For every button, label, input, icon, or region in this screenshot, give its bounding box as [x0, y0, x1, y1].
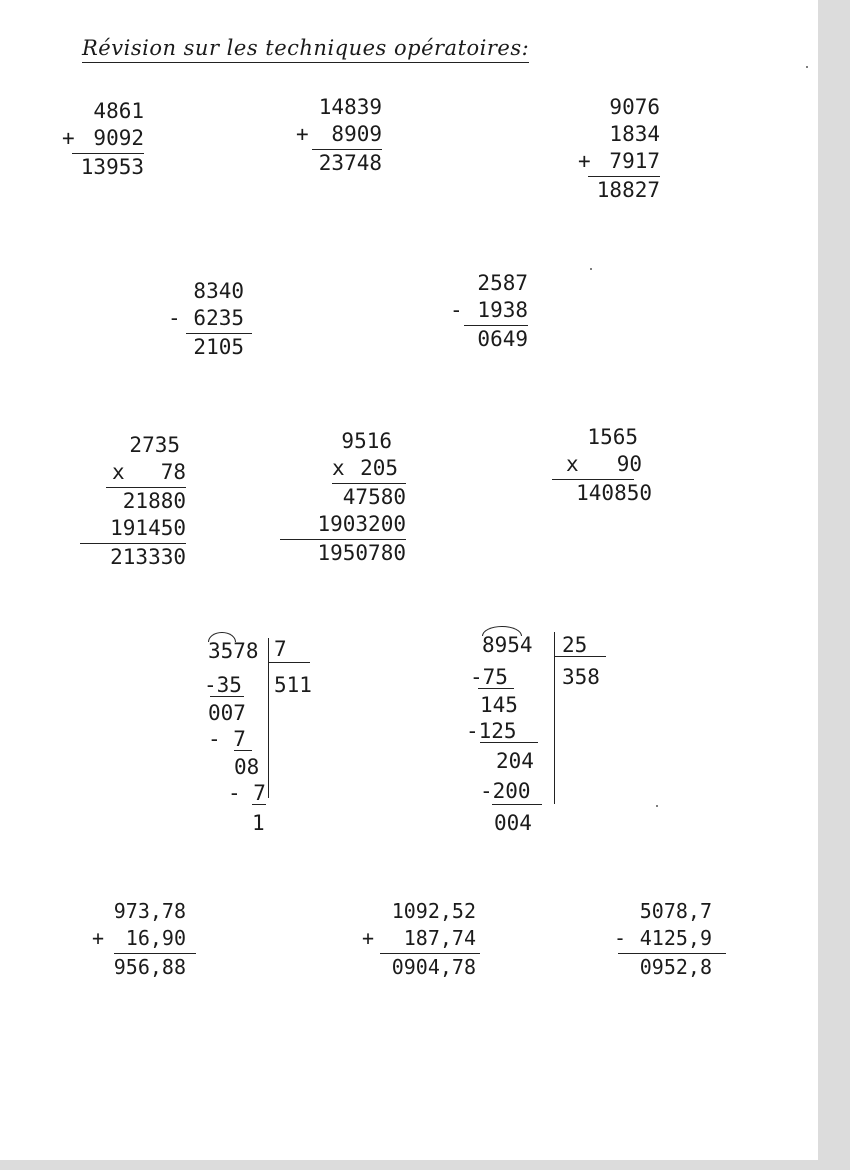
operand-row: [614, 925, 726, 952]
subtraction-2: [450, 270, 528, 353]
operand: 205: [360, 456, 398, 480]
operand: 14839: [318, 95, 382, 119]
operator-sign: +: [62, 126, 75, 150]
operand-row: [450, 297, 528, 324]
step-rule: [478, 688, 514, 689]
divisor: 25: [562, 633, 588, 657]
partial-product: 191450: [110, 516, 186, 540]
operand: 1565: [587, 425, 638, 449]
multiplication-3: [546, 424, 652, 507]
operand-row: [578, 148, 660, 175]
subtraction-1: [168, 278, 252, 361]
paper-speck: [590, 268, 592, 270]
operand-row: [92, 925, 196, 952]
paper-speck: [656, 805, 658, 807]
operand: 7917: [609, 149, 660, 173]
step-rule: [234, 750, 252, 751]
quotient: 511: [274, 673, 312, 697]
operand-row: [296, 121, 382, 148]
division-bar: [554, 632, 555, 804]
result: 18827: [596, 178, 660, 202]
operand: 16,90: [125, 926, 186, 950]
operator-sign: x: [332, 456, 345, 480]
partial-product: 1903200: [317, 512, 406, 536]
step-rule: [252, 804, 266, 805]
operand: 1092,52: [391, 899, 476, 923]
operand: 78: [160, 460, 186, 484]
division-step: - 7: [208, 727, 246, 751]
operand: 9516: [341, 429, 392, 453]
quotient: 358: [562, 665, 600, 689]
result: 23748: [318, 151, 382, 175]
operand-row: [62, 125, 144, 152]
division-step: -75: [470, 665, 508, 689]
result: 140850: [576, 481, 652, 505]
division-step: -35: [204, 673, 242, 697]
operand: 973,78: [113, 899, 186, 923]
operand-row: [362, 925, 480, 952]
remainder: 1: [252, 811, 265, 835]
operator-sign: -: [168, 306, 181, 330]
operand: 187,74: [403, 926, 476, 950]
operator-sign: -: [450, 298, 463, 322]
operand: 4125,9: [639, 926, 712, 950]
addition-1: [62, 98, 144, 181]
result: 0952,8: [639, 955, 712, 979]
operand: 2735: [129, 433, 180, 457]
operator-sign: +: [92, 926, 105, 950]
division-1: [204, 638, 324, 848]
division-step: 145: [480, 693, 518, 717]
operand: 2587: [477, 271, 528, 295]
division-step: 204: [496, 749, 534, 773]
operand: 8340: [193, 279, 244, 303]
operand: 8909: [331, 122, 382, 146]
operand-row: [80, 459, 186, 486]
result: 13953: [80, 155, 144, 179]
operator-sign: -: [614, 926, 627, 950]
operator-sign: x: [112, 460, 125, 484]
dividend: 8954: [482, 633, 533, 657]
operand-row: [168, 305, 252, 332]
operand: 9092: [93, 126, 144, 150]
result: 0649: [477, 327, 528, 351]
addition-2: [296, 94, 382, 177]
operand: 1938: [477, 298, 528, 322]
step-rule: [492, 804, 542, 805]
division-step: 08: [234, 755, 260, 779]
partial-product: 21880: [122, 489, 186, 513]
operand: 1834: [609, 122, 660, 146]
operator-sign: x: [566, 452, 579, 476]
addition-3: [578, 94, 660, 204]
operand: 9076: [609, 95, 660, 119]
operand: 6235: [193, 306, 244, 330]
operand: 4861: [93, 99, 144, 123]
decimal-subtraction: [614, 898, 726, 981]
division-2: [466, 632, 620, 842]
quotient-bar: [268, 662, 310, 663]
step-rule: [480, 742, 538, 743]
result: 2105: [193, 335, 244, 359]
operator-sign: +: [296, 122, 309, 146]
operand-row: [546, 451, 652, 478]
division-step: -125: [466, 719, 517, 743]
division-step: 007: [208, 701, 246, 725]
result: 956,88: [113, 955, 186, 979]
result: 1950780: [317, 541, 406, 565]
decimal-addition-2: [362, 898, 480, 981]
operator-sign: +: [362, 926, 375, 950]
operand: 5078,7: [639, 899, 712, 923]
partial-product: 47580: [342, 485, 406, 509]
operator-sign: +: [578, 149, 591, 173]
multiplication-2: [280, 428, 406, 567]
quotient-bar: [554, 656, 606, 657]
step-rule: [210, 696, 244, 697]
divisor: 7: [274, 637, 287, 661]
division-step: - 7: [228, 781, 266, 805]
remainder: 004: [494, 811, 532, 835]
multiplication-1: [80, 432, 186, 571]
operand-row: [280, 455, 406, 482]
decimal-addition-1: [92, 898, 196, 981]
paper-speck: [806, 66, 808, 68]
operand: 90: [616, 452, 642, 476]
page-title: Révision sur les techniques opératoires:: [82, 36, 529, 63]
division-step: -200: [480, 779, 531, 803]
result: 0904,78: [391, 955, 476, 979]
dividend: 3578: [208, 639, 259, 663]
result: 213330: [110, 545, 186, 569]
